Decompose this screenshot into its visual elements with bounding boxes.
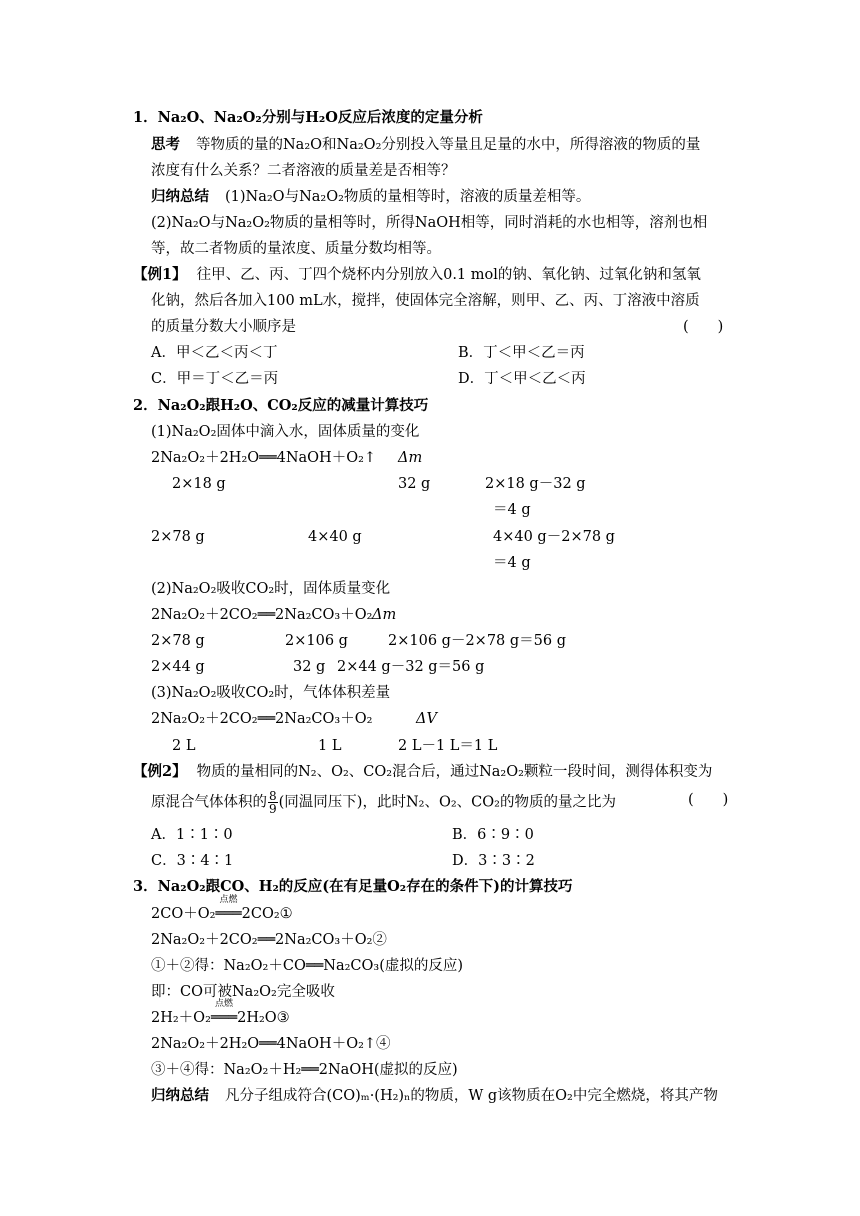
fraction: [268, 790, 278, 815]
condition-arrow-2: [210, 999, 238, 1028]
example-2-line-1: [133, 762, 712, 782]
example-2-label: 【例2】: [133, 763, 187, 780]
example-2-option-c: C．3∶4∶1: [151, 853, 234, 869]
part-3-row-1-c: 2 L－1 L＝1 L: [398, 738, 498, 754]
part-2-row-1-b: 2×106 g: [285, 633, 348, 649]
s3-eq-2: 2Na₂O₂＋2CO₂══2Na₂CO₃＋O₂②: [151, 932, 387, 948]
summary-1: (1)Na₂O与Na₂O₂物质的量相等时，溶液的质量差相等。: [225, 189, 591, 205]
part-1-delta-m: Δm: [398, 450, 423, 466]
example-2-option-b: B．6∶9∶0: [452, 827, 534, 843]
part-1-row-2-a: 2×78 g: [151, 529, 205, 545]
summary-label: 归纳总结: [151, 189, 209, 205]
section-2-title: 2．Na₂O₂跟H₂O、CO₂反应的减量计算技巧: [133, 397, 429, 414]
s3-summary-line: [151, 1086, 718, 1106]
condition-label-1: 点燃: [219, 895, 238, 905]
example-1-option-b: B．丁＜甲＜乙＝丙: [458, 345, 585, 361]
s3-eq-4-pre: 2H₂＋O₂: [151, 1010, 211, 1026]
condition-label-2: 点燃: [214, 999, 233, 1009]
part-1-row-2-b: 4×40 g: [308, 529, 362, 545]
example-2-option-d: D．3∶3∶2: [452, 853, 535, 869]
section-3-title: 3．Na₂O₂跟CO、H₂的反应(在有足量O₂存在的条件下)的计算技巧: [133, 878, 573, 895]
s3-eq-3: ①＋②得：Na₂O₂＋CO══Na₂CO₃(虚拟的反应): [151, 958, 464, 974]
part-1-row-1-b: 32 g: [398, 476, 431, 492]
part-3-row-1-b: 1 L: [318, 738, 342, 754]
example-1-q3: 的质量分数大小顺序是: [151, 319, 296, 335]
example-2-q1: 物质的量相同的N₂、O₂、CO₂混合后，通过Na₂O₂颗粒一段时间，测得体积变为: [196, 764, 713, 780]
s3-eq-4: [151, 999, 290, 1028]
part-3-row-1-a: 2 L: [172, 738, 196, 754]
arrow-2: ═══: [210, 1010, 238, 1026]
example-1-option-a: A．甲＜乙＜丙＜丁: [151, 345, 278, 361]
part-2-row-2-b: 32 g: [293, 659, 326, 675]
part-2-row-1-a: 2×78 g: [151, 633, 205, 649]
part-3-equation: 2Na₂O₂＋2CO₂══2Na₂CO₃＋O₂: [151, 711, 373, 727]
example-2-option-a: A．1∶1∶0: [151, 827, 233, 843]
think-label: 思考: [151, 137, 180, 153]
part-1-title: (1)Na₂O₂固体中滴入水，固体质量的变化: [151, 424, 420, 440]
part-1-equation: 2Na₂O₂＋2H₂O══4NaOH＋O₂↑: [151, 450, 377, 466]
example-1-option-c: C．甲＝丁＜乙＝丙: [151, 371, 279, 387]
example-1-label: 【例1】: [133, 266, 187, 283]
think-text-2: 浓度有什么关系？二者溶液的质量差是否相等？: [151, 163, 456, 179]
arrow-1: ═══: [215, 906, 242, 922]
part-2-equation: 2Na₂O₂＋2CO₂══2Na₂CO₃＋O₂: [151, 607, 373, 623]
part-2-row-2-a: 2×44 g: [151, 659, 205, 675]
s3-eq-3-note: 即：CO可被Na₂O₂完全吸收: [151, 984, 335, 1000]
s3-eq-1-post: 2CO₂①: [241, 906, 293, 922]
example-1-answer-paren: ( ): [683, 319, 724, 335]
summary-line-1: [151, 187, 590, 207]
part-2-title: (2)Na₂O₂吸收CO₂时，固体质量变化: [151, 581, 391, 597]
s3-eq-6: ③＋④得：Na₂O₂＋H₂══2NaOH(虚拟的反应): [151, 1062, 458, 1078]
example-2-q2-pre: 原混合气体体积的: [151, 794, 267, 811]
s3-eq-5: 2Na₂O₂＋2H₂O══4NaOH＋O₂↑④: [151, 1036, 391, 1052]
example-2-answer-paren: ( ): [688, 792, 729, 808]
example-1-q2: 化钠，然后各加入100 mL水，搅拌，使固体完全溶解，则甲、乙、丙、丁溶液中溶质: [151, 293, 700, 309]
part-2-row-1-c: 2×106 g－2×78 g＝56 g: [388, 633, 567, 649]
part-1-row-2-d: ＝4 g: [493, 555, 531, 571]
example-2-q2-post: (同温同压下)，此时N₂、O₂、CO₂的物质的量之比为: [278, 794, 616, 811]
part-3-title: (3)Na₂O₂吸收CO₂时，气体体积差量: [151, 685, 391, 701]
part-1-row-1-c: 2×18 g－32 g: [485, 476, 586, 492]
part-1-row-1-a: 2×18 g: [172, 476, 226, 492]
example-1-line-1: [133, 265, 701, 285]
s3-eq-1: [151, 895, 293, 924]
s3-summary-text: 凡分子组成符合(CO)ₘ·(H₂)ₙ的物质，W g该物质在O₂中完全燃烧，将其产物: [225, 1088, 718, 1104]
think-line-1: [151, 135, 700, 155]
think-text-1: 等物质的量的Na₂O和Na₂O₂分别投入等量且足量的水中，所得溶液的物质的量: [196, 137, 701, 153]
s3-eq-1-pre: 2CO＋O₂: [151, 906, 216, 922]
fraction-numerator: 8: [269, 789, 277, 803]
fraction-denominator: 9: [269, 802, 277, 816]
example-1-option-d: D．丁＜甲＜乙＜丙: [458, 371, 586, 387]
summary-2b: 等，故二者物质的量浓度、质量分数均相等。: [151, 241, 441, 257]
s3-summary-label: 归纳总结: [151, 1088, 209, 1104]
part-2-delta-m: Δm: [372, 607, 397, 623]
section-1-title: 1．Na₂O、Na₂O₂分别与H₂O反应后浓度的定量分析: [133, 109, 483, 126]
part-2-row-2-c: 2×44 g－32 g＝56 g: [337, 659, 485, 675]
part-3-delta-v: ΔV: [416, 711, 437, 727]
example-2-line-2: [151, 790, 616, 815]
part-1-row-2-c: 4×40 g－2×78 g: [493, 529, 615, 545]
part-1-row-1-d: ＝4 g: [493, 502, 531, 518]
example-1-q1: 往甲、乙、丙、丁四个烧杯内分别放入0.1 mol的钠、氧化钠、过氧化钠和氢氧: [196, 267, 701, 283]
condition-arrow-1: [215, 895, 242, 924]
summary-2a: (2)Na₂O与Na₂O₂物质的量相等时，所得NaOH相等，同时消耗的水也相等，溶剂也相: [151, 215, 708, 231]
s3-eq-4-post: 2H₂O③: [237, 1010, 290, 1026]
